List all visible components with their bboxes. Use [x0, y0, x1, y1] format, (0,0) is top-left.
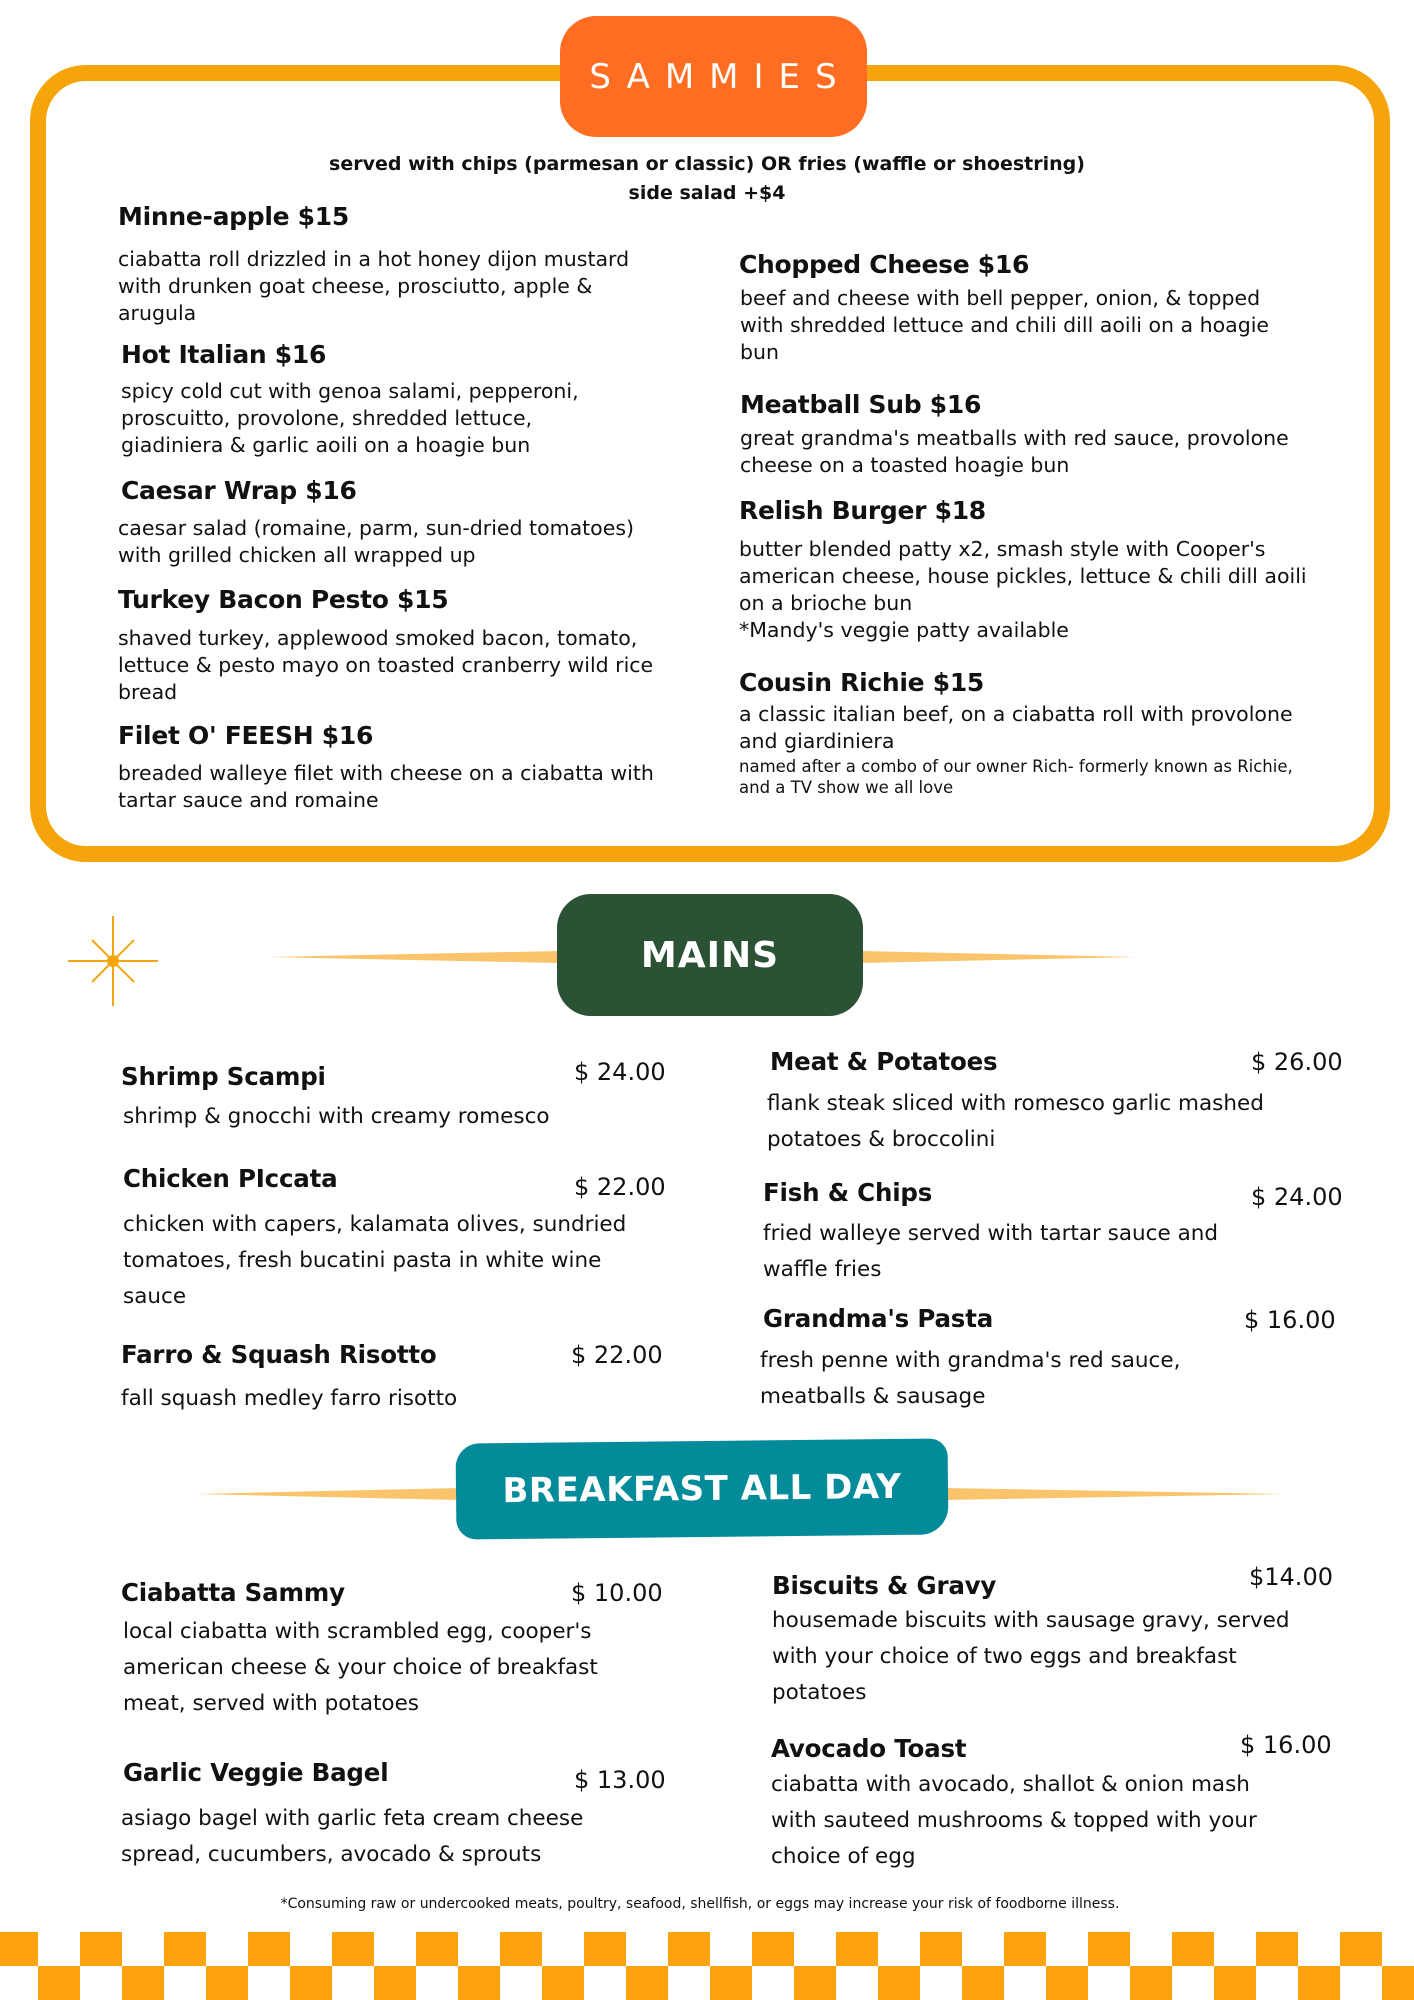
- checker-square: [836, 1932, 878, 1966]
- checker-square: [122, 1966, 164, 2000]
- checker-square: [1088, 1932, 1130, 1966]
- checker-square: [920, 1932, 962, 1966]
- mains-item-price: $ 24.00: [1251, 1183, 1343, 1211]
- checker-square: [794, 1966, 836, 2000]
- sammy-name: Filet O' FEESH $16: [118, 721, 374, 750]
- sammies-title: SAMMIES: [560, 16, 867, 137]
- checker-square: [500, 1932, 542, 1966]
- breakfast-item-price: $ 13.00: [574, 1766, 666, 1794]
- sammy-desc: great grandma's meatballs with red sauce, provolone cheese on a toasted hoagie bun: [740, 426, 1289, 477]
- checker-square: [1172, 1932, 1214, 1966]
- checker-square: [752, 1932, 794, 1966]
- checker-square: [1130, 1966, 1172, 2000]
- mains-item-desc: fresh penne with grandma's red sauce, meatballs & sausage: [760, 1348, 1181, 1409]
- checker-square: [248, 1932, 290, 1966]
- sammy-name: Chopped Cheese $16: [739, 250, 1030, 279]
- mains-item-desc: fall squash medley farro risotto: [121, 1386, 458, 1411]
- checker-square: [1256, 1932, 1298, 1966]
- mains-item-price: $ 24.00: [574, 1058, 666, 1086]
- mains-item-price: $ 16.00: [1244, 1306, 1336, 1334]
- mains-divider-right: [860, 951, 1135, 963]
- food-safety-disclaimer: *Consuming raw or undercooked meats, poultry, seafood, shellfish, or eggs may increase your risk of foodborne illness.: [280, 1896, 1120, 1912]
- mains-divider-left: [268, 951, 560, 963]
- sammy-name: Turkey Bacon Pesto $15: [118, 585, 449, 614]
- checkered-border: [0, 1932, 1414, 2000]
- sammy-desc: a classic italian beef, on a ciabatta roll with provolone and giardiniera: [739, 702, 1293, 753]
- checker-square: [458, 1966, 500, 2000]
- mains-item-name: Meat & Potatoes: [770, 1047, 998, 1076]
- breakfast-title: BREAKFAST ALL DAY: [456, 1438, 949, 1539]
- checker-square: [1340, 1932, 1382, 1966]
- mains-item-desc: chicken with capers, kalamata olives, sundried tomatoes, fresh bucatini pasta in white wine sauce: [123, 1212, 627, 1309]
- sammy-desc: butter blended patty x2, smash style with Cooper's american cheese, house pickles, lettuce & chili dill aoili on a brioche bun *Mandy's veggie patty available: [739, 537, 1307, 642]
- sammy-desc: caesar salad (romaine, parm, sun-dried tomatoes) with grilled chicken all wrapped up: [118, 516, 635, 567]
- mains-item-price: $ 22.00: [571, 1341, 663, 1369]
- checker-square: [1298, 1966, 1340, 2000]
- checker-square: [962, 1966, 1004, 2000]
- breakfast-item-price: $14.00: [1249, 1563, 1333, 1591]
- checker-square: [1004, 1932, 1046, 1966]
- checker-square: [164, 1932, 206, 1966]
- sammies-subtitle-salad: side salad +$4: [628, 182, 786, 204]
- checker-square: [1382, 1966, 1414, 2000]
- breakfast-divider-left: [196, 1488, 460, 1500]
- sammy-name: Minne-apple $15: [118, 202, 349, 231]
- mains-item-name: Fish & Chips: [763, 1178, 933, 1207]
- checker-square: [0, 1932, 38, 1966]
- checker-square: [878, 1966, 920, 2000]
- checker-square: [542, 1966, 584, 2000]
- mains-item-name: Shrimp Scampi: [121, 1062, 326, 1091]
- sammy-desc: beef and cheese with bell pepper, onion, & topped with shredded lettuce and chili dill aoili on a hoagie bun: [740, 286, 1270, 364]
- mains-item-price: $ 22.00: [574, 1173, 666, 1201]
- sammy-desc: ciabatta roll drizzled in a hot honey dijon mustard with drunken goat cheese, prosciutto, apple & arugula: [118, 247, 630, 325]
- breakfast-item-desc: housemade biscuits with sausage gravy, served with your choice of two eggs and breakfast potatoes: [772, 1608, 1290, 1705]
- mains-title: MAINS: [557, 894, 863, 1016]
- sammy-name: Cousin Richie $15: [739, 668, 985, 697]
- sammy-name: Caesar Wrap $16: [121, 476, 357, 505]
- checker-square: [38, 1966, 80, 2000]
- sammy-name: Relish Burger $18: [739, 496, 986, 525]
- breakfast-item-price: $ 10.00: [571, 1579, 663, 1607]
- breakfast-item-name: Biscuits & Gravy: [772, 1571, 997, 1600]
- mains-item-desc: flank steak sliced with romesco garlic mashed potatoes & broccolini: [767, 1091, 1264, 1152]
- checker-square: [416, 1932, 458, 1966]
- breakfast-item-name: Ciabatta Sammy: [121, 1578, 345, 1607]
- checker-square: [626, 1966, 668, 2000]
- checker-square: [710, 1966, 752, 2000]
- breakfast-item-name: Garlic Veggie Bagel: [123, 1758, 389, 1787]
- breakfast-item-name: Avocado Toast: [771, 1734, 967, 1763]
- checker-square: [206, 1966, 248, 2000]
- checker-square: [290, 1966, 332, 2000]
- checker-square: [668, 1932, 710, 1966]
- mains-item-name: Farro & Squash Risotto: [121, 1340, 437, 1369]
- breakfast-item-desc: ciabatta with avocado, shallot & onion mash with sauteed mushrooms & topped with your choice of egg: [771, 1772, 1257, 1869]
- mains-item-name: Grandma's Pasta: [763, 1304, 994, 1333]
- sammy-desc: breaded walleye filet with cheese on a ciabatta with tartar sauce and romaine: [118, 761, 654, 812]
- sammy-desc: shaved turkey, applewood smoked bacon, tomato, lettuce & pesto mayo on toasted cranberry wild rice bread: [118, 626, 654, 704]
- breakfast-item-desc: asiago bagel with garlic feta cream cheese spread, cucumbers, avocado & sprouts: [121, 1806, 584, 1867]
- checker-square: [584, 1932, 626, 1966]
- mains-item-desc: shrimp & gnocchi with creamy romesco: [123, 1104, 550, 1129]
- sammy-name: Meatball Sub $16: [740, 390, 982, 419]
- checker-square: [1046, 1966, 1088, 2000]
- checker-square: [332, 1932, 374, 1966]
- breakfast-item-price: $ 16.00: [1240, 1731, 1332, 1759]
- checker-square: [374, 1966, 416, 2000]
- mains-item-price: $ 26.00: [1251, 1048, 1343, 1076]
- sammies-subtitle-sides: served with chips (parmesan or classic) OR fries (waffle or shoestring): [329, 153, 1085, 175]
- sammy-desc: spicy cold cut with genoa salami, pepperoni, proscuitto, provolone, shredded lettuce, giadiniera & garlic aoili on a hoagie bun: [121, 379, 579, 457]
- breakfast-item-desc: local ciabatta with scrambled egg, cooper's american cheese & your choice of breakfast meat, served with potatoes: [123, 1619, 598, 1716]
- sammy-note: named after a combo of our owner Rich- formerly known as Richie, and a TV show we all love: [739, 757, 1293, 797]
- sparkle-icon: [66, 914, 160, 1008]
- checker-square: [1214, 1966, 1256, 2000]
- sammy-name: Hot Italian $16: [121, 340, 327, 369]
- mains-item-desc: fried walleye served with tartar sauce and waffle fries: [763, 1221, 1219, 1282]
- checker-square: [80, 1932, 122, 1966]
- mains-item-name: Chicken PIccata: [123, 1164, 338, 1193]
- breakfast-divider-right: [944, 1488, 1282, 1500]
